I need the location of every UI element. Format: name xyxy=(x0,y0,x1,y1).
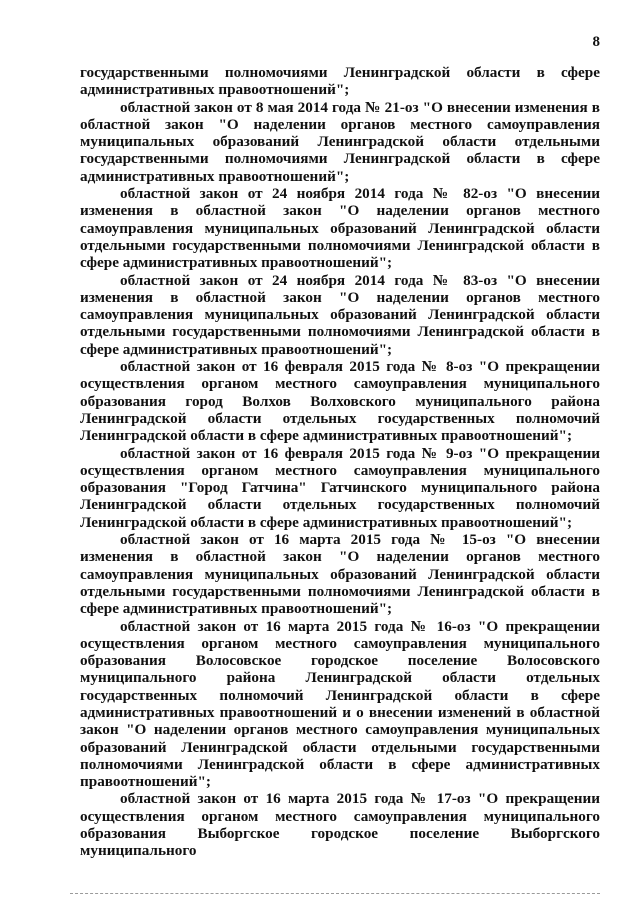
document-body xyxy=(80,64,600,860)
paragraph-law-16-oz: областной закон от 16 марта 2015 года № 16-оз "О прекращении осуществления органом местного самоуправления муниципального образования Волосовское городское поселение Волосовского муниципального района Ленинградской области отдельных государственных полномочий Ленинградской области в сфере административных правоотношений и о внесении изменений в областной закон "О наделении органов местного самоуправления муниципальных образований Ленинградской области отдельными государственными полномочиями Ленинградской области в сфере административных правоотношений"; xyxy=(80,617,600,791)
paragraph-law-21-oz: областной закон от 8 мая 2014 года № 21-оз "О внесении изменения в областной закон "О наделении органов местного самоуправления муниципальных образований Ленинградской области отдельными государственными полномочиями Ленинградской области в сфере административных правоотношений"; xyxy=(80,98,600,185)
paragraph-law-82-oz: областной закон от 24 ноября 2014 года № 82-оз "О внесении изменения в областной закон "О наделении органов местного самоуправления муниципальных образований Ленинградской области отдельными государственными полномочиями Ленинградской области в сфере административных правоотношений"; xyxy=(80,185,600,272)
bottom-divider xyxy=(70,893,600,894)
paragraph-law-83-oz: областной закон от 24 ноября 2014 года № 83-оз "О внесении изменения в областной закон "О наделении органов местного самоуправления муниципальных образований Ленинградской области отдельными государственными полномочиями Ленинградской области в сфере административных правоотношений"; xyxy=(80,271,600,358)
paragraph-law-8-oz: областной закон от 16 февраля 2015 года № 8-оз "О прекращении осуществления органом местного самоуправления муниципального образования город Волхов Волховского муниципального района Ленинградской области отдельных государственных полномочий Ленинградской области в сфере административных правоотношений"; xyxy=(80,358,600,445)
paragraph-law-15-oz: областной закон от 16 марта 2015 года № 15-оз "О внесении изменения в областной закон "О наделении органов местного самоуправления муниципальных образований Ленинградской области отдельными государственными полномочиями Ленинградской области в сфере административных правоотношений"; xyxy=(80,531,600,618)
page-number: 8 xyxy=(592,34,600,50)
paragraph-continuation: государственными полномочиями Ленинградской области в сфере административных правоотношений"; xyxy=(80,64,600,99)
paragraph-law-9-oz: областной закон от 16 февраля 2015 года № 9-оз "О прекращении осуществления органом местного самоуправления муниципального образования "Город Гатчина" Гатчинского муниципального района Ленинградской области отдельных государственных полномочий Ленинградской области в сфере административных правоотношений"; xyxy=(80,444,600,531)
paragraph-law-17-oz: областной закон от 16 марта 2015 года № 17-оз "О прекращении осуществления органом местного самоуправления муниципального образования Выборгское городское поселение Выборгского муниципального xyxy=(80,790,600,860)
